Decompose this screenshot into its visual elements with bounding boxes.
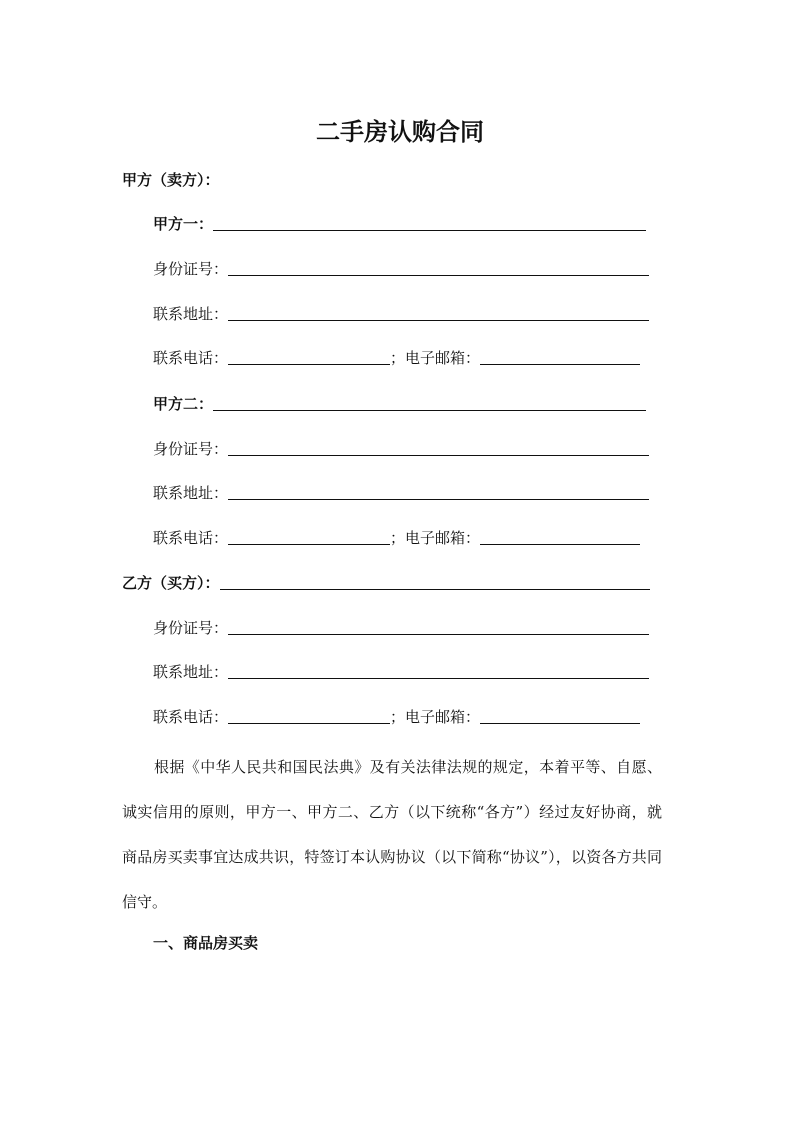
seller1-name-field[interactable]	[213, 216, 646, 231]
seller1-name-row	[153, 212, 646, 234]
seller1-contact-row	[153, 346, 640, 368]
seller2-address-row	[153, 481, 649, 503]
party-a-heading-row	[122, 168, 220, 190]
seller1-id-row	[153, 257, 649, 279]
seller1-phone-label: 联系电话：	[153, 349, 229, 367]
section1-heading: 一、商品房买卖	[153, 934, 259, 952]
seller2-name-field[interactable]	[213, 396, 646, 411]
buyer-address-label: 联系地址：	[153, 663, 229, 681]
seller2-phone-field[interactable]	[228, 530, 390, 545]
buyer-email-field[interactable]	[480, 709, 640, 724]
seller2-email-label: ；电子邮箱：	[390, 529, 481, 547]
buyer-phone-field[interactable]	[228, 709, 390, 724]
seller1-id-field[interactable]	[228, 261, 649, 276]
seller2-address-label: 联系地址：	[153, 484, 229, 502]
seller2-id-field[interactable]	[228, 441, 649, 456]
document-title: 二手房认购合同	[316, 118, 484, 146]
buyer-email-label: ；电子邮箱：	[390, 708, 481, 726]
seller2-email-field[interactable]	[480, 530, 640, 545]
seller1-name-label: 甲方一：	[153, 215, 214, 233]
buyer-contact-row	[153, 705, 640, 727]
seller1-email-field[interactable]	[480, 350, 640, 365]
seller1-phone-field[interactable]	[228, 350, 390, 365]
buyer-name-row	[122, 571, 650, 593]
seller2-id-row	[153, 437, 649, 459]
buyer-id-field[interactable]	[228, 620, 649, 635]
buyer-id-label: 身份证号：	[153, 619, 229, 637]
seller2-name-row	[153, 392, 646, 414]
buyer-name-field[interactable]	[220, 575, 650, 590]
seller2-id-label: 身份证号：	[153, 440, 229, 458]
buyer-phone-label: 联系电话：	[153, 708, 229, 726]
seller2-name-label: 甲方二：	[153, 395, 214, 413]
seller1-address-label: 联系地址：	[153, 305, 229, 323]
seller1-address-row	[153, 302, 649, 324]
seller1-address-field[interactable]	[228, 306, 649, 321]
buyer-name-label: 乙方（买方）：	[122, 574, 220, 592]
buyer-address-field[interactable]	[228, 664, 649, 679]
seller2-contact-row	[153, 526, 640, 548]
buyer-id-row	[153, 616, 649, 638]
seller2-phone-label: 联系电话：	[153, 529, 229, 547]
party-a-heading: 甲方（卖方）：	[122, 171, 220, 189]
buyer-address-row	[153, 660, 649, 682]
seller1-email-label: ；电子邮箱：	[390, 349, 481, 367]
seller1-id-label: 身份证号：	[153, 260, 229, 278]
preamble-paragraph: 根据《中华人民共和国民法典》及有关法律法规的规定，本着平等、自愿、诚实信用的原则，甲方一、甲方二、乙方（以下统称“各方”）经过友好协商，就商品房买卖事宜达成共识，特签订本认购协议（以下简称“协议”），以资各方共同信守。	[122, 758, 662, 911]
seller2-address-field[interactable]	[228, 485, 649, 500]
